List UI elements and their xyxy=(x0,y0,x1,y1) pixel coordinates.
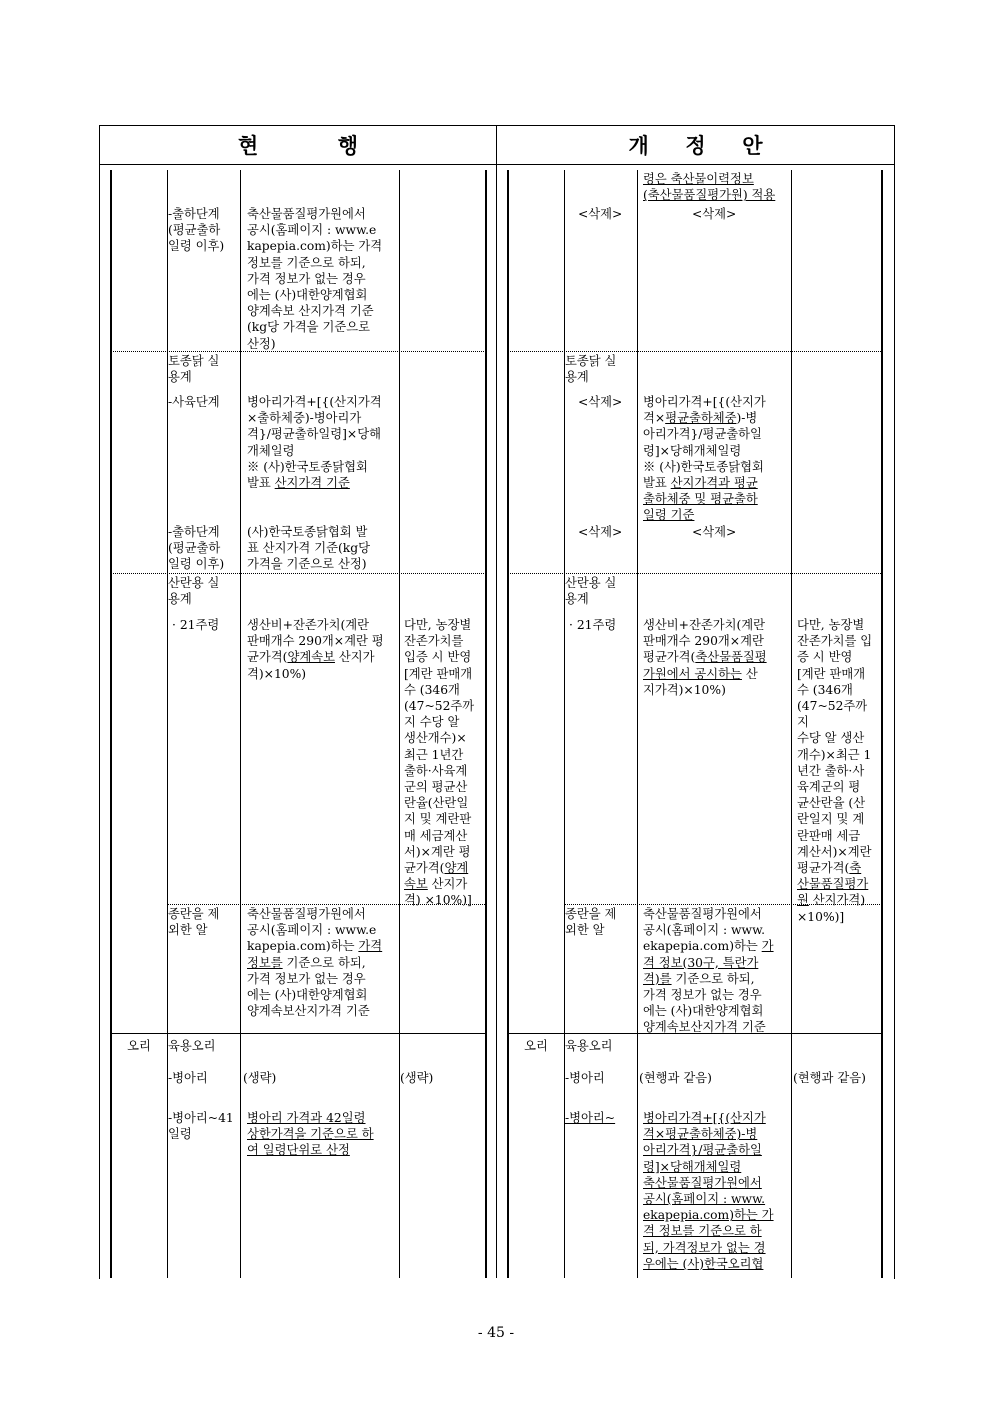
cell-text: (생략) xyxy=(243,1071,277,1085)
cell-text: (사)한국토종닭협회 발 표 산지가격 기준(kg당 가격을 기준으로 산정) xyxy=(247,525,370,572)
cell-text: 령은 축산물이력정보 (축산물품질평가원) 적용 xyxy=(643,172,776,203)
cell-text: · 21주령 xyxy=(172,618,220,632)
center-divider xyxy=(496,164,497,1278)
cell-text: <삭제> xyxy=(578,525,623,539)
row-separator xyxy=(110,573,486,574)
cell-text: 다만, 농장별 잔존가치를 입증 시 반영 [계란 판매개 수 (346개 (47~52주까 지 수당 알 생산개수)× 최근 1년간 출하·사육계 군의 평균산 란율(산란일 지 및 계란판 매 세금계산 서)×계란 평 균가격(양계 속보 산지가 격) ×10%)] xyxy=(404,618,475,908)
right-table-border xyxy=(881,170,883,1278)
header-revised: 개 정 안 xyxy=(497,126,894,165)
row-separator xyxy=(110,1033,486,1034)
cell-text: <삭제> xyxy=(578,207,623,221)
right-table-border xyxy=(507,170,509,1278)
cell-text: 생산비+잔존가치(계란 판매개수 290개×계란 평균가격(축산물품질평 가원에서 공시하는 산 지가격)×10%) xyxy=(643,618,767,697)
cell-text: 병아리가격+[{(산지가 격×평균출하체중)-병 아리가격}/평균출하일 령]×당해개체일령 ※ (사)한국토종닭협회 발표 산지가격과 평균 출하체중 및 평균출하 일령 기준 xyxy=(643,395,766,523)
cell-text: 토종닭 실 용계 xyxy=(565,354,617,385)
cell-text: <삭제> xyxy=(692,207,737,221)
cell-text: 축산물품질평가원에서 공시(홈페이지 : www.e kapepia.com)하는 가격 정보를 기준으로 하되, 가격 정보가 없는 경우 에는 (사)대한양계협회 양계속보산지가격 기준 xyxy=(247,907,383,1019)
cell-text: 병아리 가격과 42일령 상한가격을 기준으로 하 여 일령단위로 산정 xyxy=(247,1111,374,1158)
cell-text: 축산물품질평가원에서 공시(홈페이지 : www. ekapepia.com)하는 가 격 정보(30구, 특란가 격)를 기준으로 하되, 가격 정보가 없는 경우 에는 (사)대한양계협회 양계속보산지가격 기준 xyxy=(643,907,774,1035)
cell-text: 산란용 실 용계 xyxy=(565,576,617,607)
left-table-border xyxy=(110,170,112,1278)
cell-text: 종란을 제 외한 알 xyxy=(168,907,220,938)
cell-text: 산란용 실 용계 xyxy=(168,576,220,607)
header-current: 현 행 xyxy=(100,126,497,165)
cell-text: 오리 xyxy=(127,1039,151,1053)
cell-text: -병아리 xyxy=(565,1071,605,1085)
cell-text: 육용오리 xyxy=(565,1039,613,1053)
left-col-divider xyxy=(399,170,400,1278)
cell-text: 생산비+잔존가치(계란 판매개수 290개×계란 평 균가격(양계속보 산지가 격)×10%) xyxy=(247,618,384,681)
cell-text: <삭제> xyxy=(692,525,737,539)
cell-text: 다만, 농장별 잔존가치를 입 증 시 반영 [계란 판매개 수 (346개 (47~52주까지 수당 알 생산 개수)×최근 1 년간 출하·사 육계군의 평 균산란율 (산 란일지 및 계 란판매 세금 계산서)×계란 평균가격(축 산물품질평가 원 산지가격) ×10%)] xyxy=(797,618,873,924)
cell-text: -출하단계 (평균출하 일령 이후) xyxy=(168,207,225,254)
cell-text: 병아리가격+[{(산지가 격×평균출하체중)-병 아리가격}/평균출하일 령]×당해개체일령 축산물품질평가원에서 공시(홈페이지 : www. ekapepia.com)하는 가 격 정보를 기준으로 하 되, 가격정보가 없는 경 우에는 (사)한국오리협 xyxy=(643,1111,774,1271)
right-col-divider xyxy=(637,170,638,1278)
cell-text: -사육단계 xyxy=(168,395,220,409)
cell-text: 토종닭 실 용계 xyxy=(168,354,220,385)
cell-text: (생략) xyxy=(400,1071,434,1085)
left-table-border xyxy=(485,170,487,1278)
cell-text: (현행과 같음) xyxy=(793,1071,866,1085)
cell-text: 육용오리 xyxy=(168,1039,216,1053)
page-number: - 45 - xyxy=(477,1325,515,1341)
cell-text: -출하단계 (평균출하 일령 이후) xyxy=(168,525,225,572)
cell-text: 병아리가격+[{(산지가격 ×출하체중)-병아리가 격}/평균출하일령]×당해 개체일령 ※ (사)한국토종닭협회 발표 산지가격 기준 xyxy=(247,395,382,491)
cell-text: -병아리 xyxy=(168,1071,208,1085)
cell-text: <삭제> xyxy=(578,395,623,409)
cell-text: (현행과 같음) xyxy=(639,1071,712,1085)
cell-text: · 21주령 xyxy=(569,618,617,632)
cell-text: -병아리~ xyxy=(565,1111,616,1125)
right-col-divider xyxy=(791,170,792,1278)
cell-text: -병아리~41 일령 xyxy=(168,1111,234,1142)
cell-text: 오리 xyxy=(524,1039,548,1053)
left-col-divider xyxy=(240,170,241,1278)
comparison-table xyxy=(99,125,895,1279)
cell-text: 종란을 제 외한 알 xyxy=(565,907,617,938)
row-separator xyxy=(507,573,883,574)
cell-text: 축산물품질평가원에서 공시(홈페이지 : www.e kapepia.com)하는 가격 정보를 기준으로 하되, 가격 정보가 없는 경우 에는 (사)대한양계협회 양계속보 산지가격 기준 (kg당 가격을 기준으로 산정) xyxy=(247,207,383,351)
row-separator xyxy=(507,351,883,352)
